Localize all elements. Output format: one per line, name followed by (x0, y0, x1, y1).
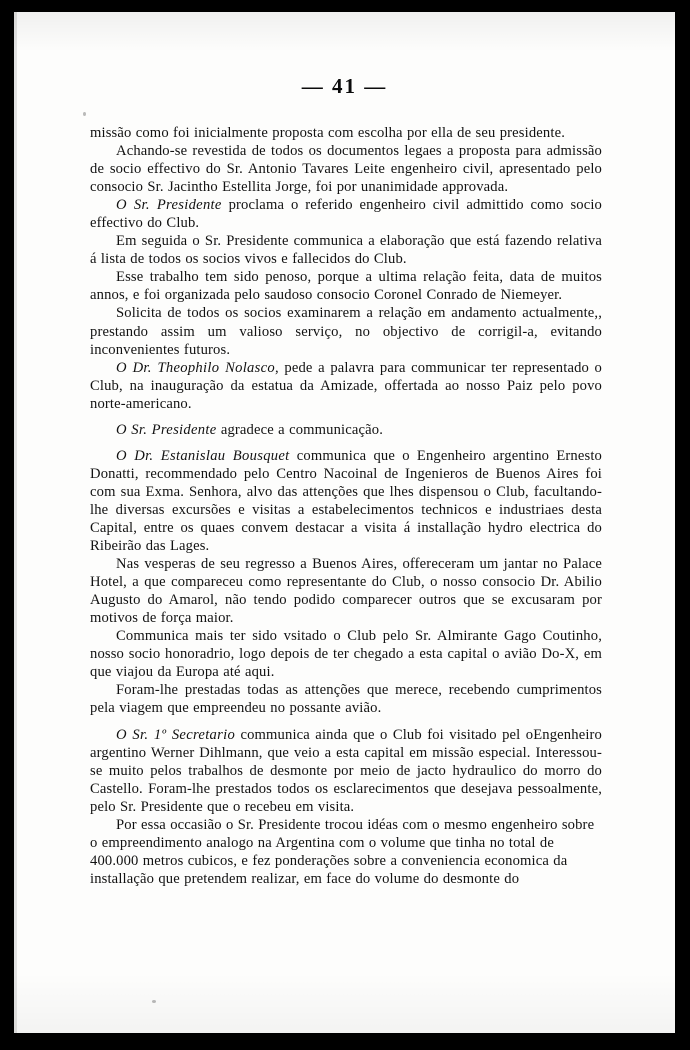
emphasized-name: O Dr. Estanislau Bousquet (116, 447, 290, 464)
paragraph: O Dr. Estanislau Bousquet communica que o Engenheiro argentino Ernesto Donatti, recommendado pelo Centro Nacoinal de Ingenieros de Buenos Aires foi com sua Exma. Senhora, alvo das attenções que lhes dispensou o Club, facultando-lhe diversas excursões e visitas a estabelecimentos technicos e industriaes desta Capital, entre os quaes convem destacar a visita á installação hydro electrica do Ribeirão das Lages. (90, 447, 602, 555)
emphasized-name: O Sr. 1º Secretario (116, 726, 236, 743)
emphasized-name: O Sr. Presidente (116, 421, 217, 438)
paragraph: Achando-se revestida de todos os documentos legaes a proposta para admissão de socio effectivo do Sr. Antonio Tavares Leite engenheiro civil, apresentado pelo consocio Sr. Jacintho Estellita Jorge, foi por unanimidade approvada. (90, 143, 602, 196)
document-page (14, 12, 675, 1033)
emphasized-name: O Dr. Theophilo Nolasco (116, 359, 275, 376)
paragraph: O Dr. Theophilo Nolasco, pede a palavra para communicar ter representado o Club, na inauguração da estatua da Amizade, offertada ao nosso Paiz pelo povo norte-americano. (90, 359, 602, 412)
paragraph: O Sr. Presidente agradece a communicação. (116, 421, 384, 438)
paragraph: O Sr. 1º Secretario communica ainda que o Club foi visitado pel oEngenheiro argentino Werner Dihlmann, que veio a esta capital em missão especial. Interessou-se muito pelos trabalhos de desmonte por meio de jacto hydraulico do morro do Castello. Foram-lhe prestados todos os esclarecimentos que desejava pessoalmente, pelo Sr. Presidente que o recebeu em visita. (90, 726, 602, 815)
scan-edge-left (14, 12, 17, 1033)
page-number: — 41 — (301, 74, 388, 98)
paragraph: Nas vesperas de seu regresso a Buenos Aires, offereceram um jantar no Palace Hotel, a que compareceu como representante do Club, o nosso consocio Dr. Abilio Augusto do Amarol, não tendo podido comparecer outros que se excusaram por motivos de força maior. (90, 556, 602, 627)
scan-speck (83, 112, 86, 116)
paragraph: Foram-lhe prestadas todas as attenções que merece, recebendo cumprimentos pela viagem que empreendeu no possante avião. (90, 682, 602, 717)
paragraph: missão como foi inicialmente proposta com escolha por ella de seu presidente. (90, 125, 565, 141)
paragraph: Esse trabalho tem sido penoso, porque a ultima relação feita, data de muitos annos, e foi organizada pelo saudoso consocio Coronel Conrado de Niemeyer. (90, 269, 602, 304)
paragraph: Communica mais ter sido vsitado o Club pelo Sr. Almirante Gago Coutinho, nosso socio honoradrio, logo depois de ter chegado a esta capital o avião Do-X, em que viajou da Europa até aqui. (90, 628, 602, 681)
paragraph: O Sr. Presidente proclama o referido engenheiro civil admittido como socio effectivo do Club. (90, 197, 602, 232)
paragraph: Por essa occasião o Sr. Presidente trocou idéas com o mesmo engenheiro sobre o empreendimento analogo na Argentina com o volume que tinha no total de 400.000 metros cubicos, e fez ponderações sobre a conveniencia economica da installação que pretendem realizar, em face do volume do desmonte do (90, 816, 595, 887)
scan-speck (152, 1000, 156, 1003)
scan-wash-top (14, 12, 675, 52)
body-text-column (90, 124, 602, 888)
scan-wash-bottom (14, 973, 675, 1033)
paragraph: Em seguida o Sr. Presidente communica a elaboração que está fazendo relativa á lista de todos os socios vivos e fallecidos do Club. (90, 233, 602, 268)
emphasized-name: O Sr. Presidente (116, 197, 222, 214)
paragraph: Solicita de todos os socios examinarem a relação em andamento actualmente,, prestando assim um valioso serviço, no objectivo de corrigil-a, evitando inconvenientes futuros. (90, 305, 602, 358)
